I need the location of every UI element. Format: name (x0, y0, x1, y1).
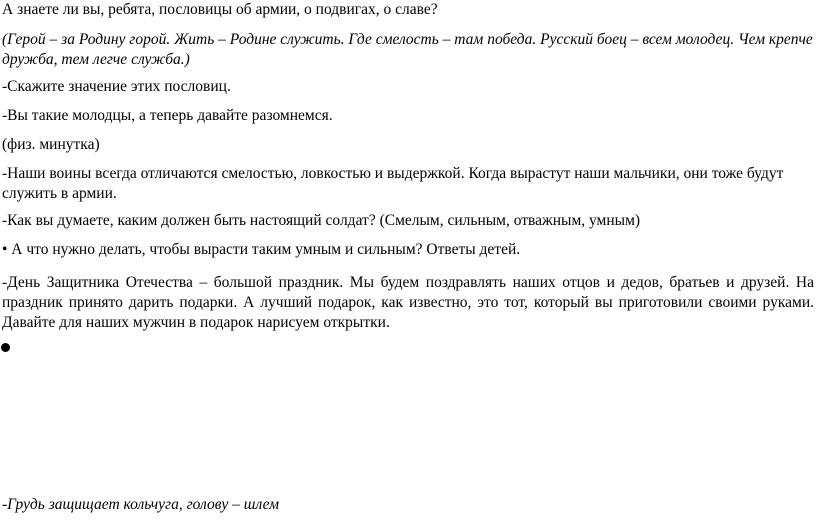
paragraph-meaning: -Скажите значение этих пословиц. (2, 78, 231, 95)
paragraph-warriors: -Наши воины всегда отличаются смелостью, ловкостью и выдержкой. Когда вырастут наши мальчики, они тоже будут служить в армии. (2, 165, 784, 202)
paragraph-grow-strong: • А что нужно делать, чтобы вырасти таким умным и сильным? Ответы детей. (2, 241, 521, 258)
proverbs-list: (Герой – за Родину горой. Жить – Родине служить. Где смелость – там победа. Русский боец – всем молодец. Чем крепче дружба, тем легче служба.) (2, 31, 813, 68)
paragraph-holiday: -День Защитника Отечества – большой праздник. Мы будем поздравлять наших отцов и дедов, братьев и друзей. На праздник принято дарить подарки. А лучший подарок, как известно, это тот, который вы приготовили своими руками. Давайте для наших мужчин в подарок нарисуем открытки. (2, 274, 814, 331)
question-proverbs: А знаете ли вы, ребята, пословицы об армии, о подвигах, о славе? (2, 1, 438, 18)
paragraph-chainmail: -Грудь защищает кольчуга, голову – шлем (2, 496, 280, 513)
paragraph-stretch: -Вы такие молодцы, а теперь давайте разомнемся. (2, 107, 333, 124)
paragraph-physical-minute: (физ. минутка) (2, 136, 100, 153)
bullet-point (1, 343, 10, 352)
paragraph-soldier: -Как вы думаете, каким должен быть настоящий солдат? (Смелым, сильным, отважным, умным) (2, 212, 641, 229)
